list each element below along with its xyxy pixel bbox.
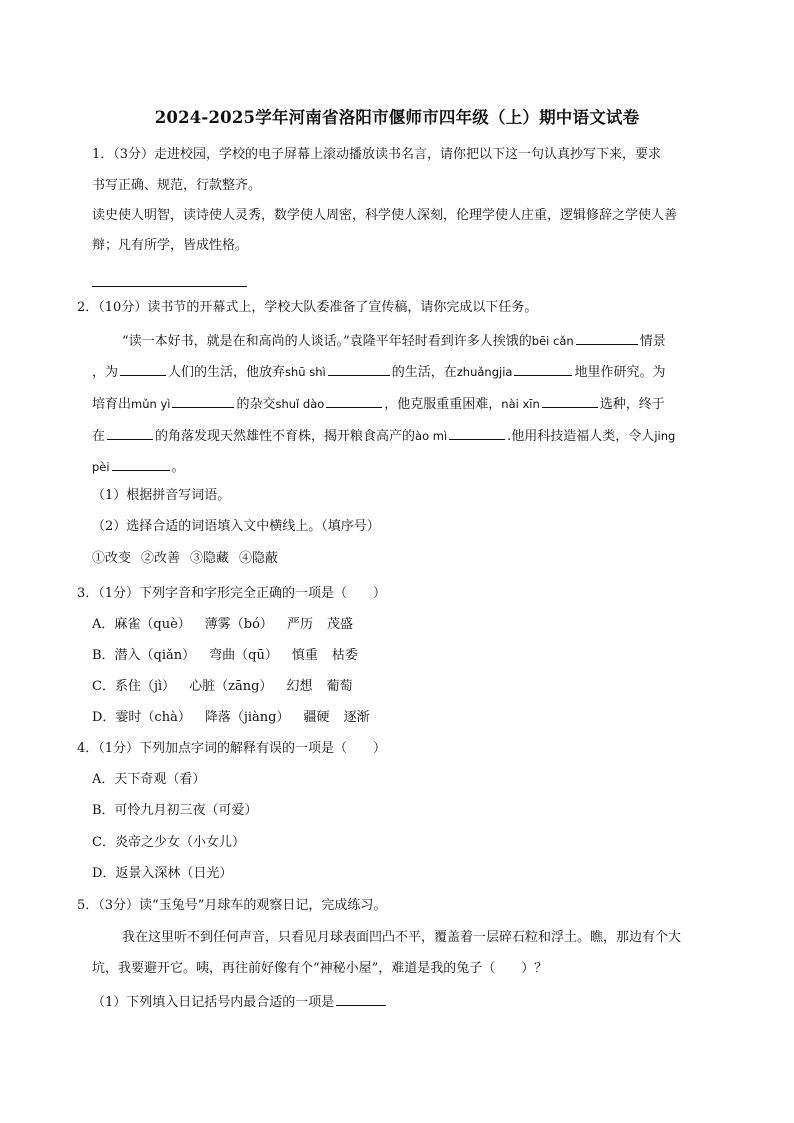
pinyin: ào mì: [415, 429, 448, 443]
pinyin: nài xīn: [501, 397, 540, 411]
q2-paragraph-line-3: [92, 394, 665, 414]
q2-text: ，为: [92, 365, 119, 380]
answer-blank[interactable]: [336, 992, 386, 1006]
answer-blank[interactable]: [172, 394, 234, 408]
q3-option-b[interactable]: [92, 647, 358, 665]
option-text: 枯委: [331, 648, 358, 663]
q4-option-d[interactable]: D．返景入深林（日光）: [92, 866, 233, 881]
pinyin: shū shì: [285, 365, 326, 379]
q2-text: 人们的生活，他放弃: [168, 365, 286, 380]
q4-option-c[interactable]: C．炎帝之少女（小女儿）: [92, 835, 245, 850]
q1-quote-line-1: 读史使人明智，读诗使人灵秀，数学使人周密，科学使人深刻，伦理学使人庄重，逻辑修辞之学使人善: [92, 208, 678, 223]
answer-blank[interactable]: [576, 331, 638, 345]
q4-option-b[interactable]: B．可怜九月初三夜（可爱）: [92, 803, 258, 818]
pinyin: mǔn yì: [131, 397, 171, 411]
option-item[interactable]: ③隐藏: [190, 551, 230, 566]
option-item[interactable]: ①改变: [92, 551, 132, 566]
answer-blank[interactable]: [120, 362, 166, 376]
q2-sub-question-2: （2）选择合适的词语填入文中横线上。（填序号）: [92, 519, 380, 534]
option-text: A．麻雀（què）: [92, 617, 191, 632]
q2-text: 的角落发现天然雄性不育株，揭开粮食高产的: [155, 429, 416, 444]
answer-blank[interactable]: [514, 362, 572, 376]
option-text: 弯曲（qū）: [209, 648, 278, 663]
q5-diary-line-1: 我在这里听不到任何声音，只看见月球表面凹凸不平，覆盖着一层碎石粒和浮土。瞧，那边有个大: [122, 930, 682, 945]
q1-line-1: 1．（3分）走进校园，学校的电子屏幕上滚动播放读书名言，请你把以下这一句认真抄写下来，要求: [92, 147, 662, 162]
q3-option-a[interactable]: [92, 616, 353, 634]
pinyin: zhuǎngjia: [456, 365, 513, 379]
answer-blank[interactable]: [449, 426, 505, 440]
q2-text: “读一本好书，就是在和高尚的人谈话。”袁隆平年轻时看到许多人挨饿的: [122, 334, 532, 349]
q2-paragraph-line-2: [92, 362, 665, 382]
q2-options: [92, 550, 278, 568]
q2-heading: 2．（10分）读书节的开幕式上，学校大队委准备了宣传稿，请你完成以下任务。: [77, 300, 538, 315]
q2-text: 地里作研究。为: [574, 365, 666, 380]
q1-quote-line-2: 辩；凡有所学，皆成性格。: [92, 238, 249, 253]
q2-text: 的生活，在: [391, 365, 457, 380]
answer-blank[interactable]: [112, 457, 170, 471]
q3-heading: 3．（1分）下列字音和字形完全正确的一项是（ ）: [77, 586, 387, 601]
answer-blank[interactable]: [542, 394, 598, 408]
option-text: 心脏（zāng）: [189, 679, 273, 694]
pinyin: shuǐ dào: [275, 397, 325, 411]
pinyin: bēi cǎn: [531, 334, 574, 348]
q3-option-c[interactable]: [92, 678, 352, 696]
option-text: 严历: [286, 617, 313, 632]
option-text: D．霎时（chà）: [92, 710, 191, 725]
answer-blank[interactable]: [328, 362, 390, 376]
q5-sub-question-1: [92, 992, 388, 1012]
option-item[interactable]: ②改善: [141, 551, 181, 566]
q1-answer-line[interactable]: [92, 286, 247, 287]
option-text: C．系住（jì）: [92, 679, 176, 694]
q2-paragraph-line-4: [92, 426, 675, 446]
option-text: 幻想: [286, 679, 313, 694]
pinyin: pèi: [92, 460, 110, 474]
option-text: 降落（jiàng）: [204, 710, 290, 725]
q2-text: 选种，终于: [599, 397, 665, 412]
q2-text: 在: [92, 429, 106, 444]
q2-text: ，他克服重重困难，: [384, 397, 502, 412]
answer-blank[interactable]: [326, 394, 382, 408]
option-text: 疆硬: [303, 710, 330, 725]
option-text: 薄雾（bó）: [204, 617, 273, 632]
q3-option-d[interactable]: [92, 709, 370, 727]
pinyin: jing: [654, 429, 676, 443]
q2-paragraph-line-1: [122, 331, 666, 351]
q5-sub-question-text: （1）下列填入日记括号内最合适的一项是: [92, 995, 335, 1010]
q2-paragraph-line-5: [92, 457, 185, 477]
q2-sub-question-1: （1）根据拼音写词语。: [92, 488, 231, 503]
option-text: 茂盛: [326, 617, 353, 632]
option-item[interactable]: ④隐蔽: [239, 551, 279, 566]
q5-heading: 5．（3分）读“玉兔号”月球车的观察日记，完成练习。: [77, 898, 387, 913]
option-text: 慎重: [291, 648, 318, 663]
answer-blank[interactable]: [107, 426, 153, 440]
option-text: 葡萄: [326, 679, 353, 694]
q2-text: 的杂交: [236, 397, 276, 412]
option-text: 逐渐: [343, 710, 370, 725]
page-title: 2024-2025学年河南省洛阳市偃师市四年级（上）期中语文试卷: [154, 108, 640, 127]
q1-line-2: 书写正确、规范，行款整齐。: [92, 178, 262, 193]
q2-text: .他用科技造福人类，令人: [507, 429, 655, 444]
q2-text: 情景: [639, 334, 666, 349]
q4-heading: 4．（1分）下列加点字词的解释有误的一项是（ ）: [77, 741, 387, 756]
q2-text: 培育出: [92, 397, 132, 412]
option-text: B．潜入（qiǎn）: [92, 648, 196, 663]
q2-text: 。: [171, 460, 185, 475]
q4-option-a[interactable]: A．天下奇观（看）: [92, 772, 206, 787]
q5-diary-line-2: 坑，我要避开它。咦，再往前好像有个“神秘小屋”，难道是我的兔子（ ）？: [92, 961, 548, 976]
